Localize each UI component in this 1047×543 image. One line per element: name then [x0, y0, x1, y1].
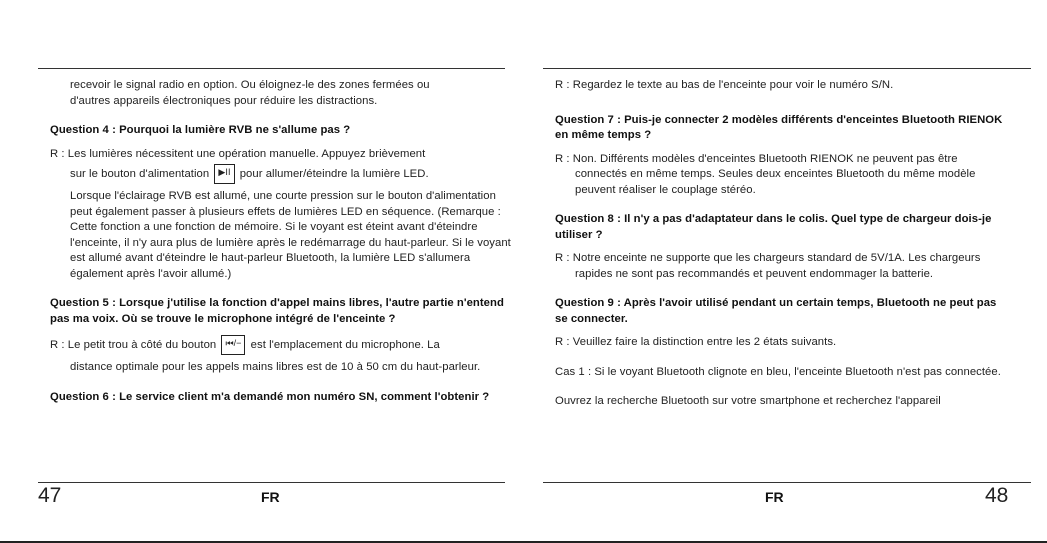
answer-5-paragraph: distance optimale pour les appels mains libres est de 10 à 50 cm du haut-parleur.	[70, 361, 481, 373]
answer-4-line: R : Les lumières nécessitent une opération manuelle. Appuyez brièvement	[50, 147, 426, 160]
answer-7: R : Non. Différents modèles d'enceintes Bluetooth RIENOK ne peuvent pas être connectés en même temps. Seules deux enceintes Bluetooth du même modèle peuvent réaliser le couplage stéréo.	[555, 152, 976, 196]
question-8: Question 8 : Il n'y a pas d'adaptateur dans le colis. Quel type de chargeur dois-je utiliser ?	[555, 213, 992, 241]
language-label: FR	[261, 489, 280, 505]
answer-6: R : Regardez le texte au bas de l'enceinte pour voir le numéro S/N.	[555, 79, 894, 91]
page-number: 48	[985, 484, 1009, 507]
top-rule	[38, 68, 505, 69]
top-rule	[543, 68, 1031, 69]
case-1: Cas 1 : Si le voyant Bluetooth clignote en bleu, l'enceinte Bluetooth n'est pas connectée.	[555, 365, 1001, 378]
previous-button-icon: ⏮/−	[221, 335, 245, 355]
bottom-rule	[38, 482, 505, 483]
case-1-instruction: Ouvrez la recherche Bluetooth sur votre smartphone et recherchez l'appareil	[555, 395, 941, 407]
page-number: 47	[38, 484, 62, 507]
question-4: Question 4 : Pourquoi la lumière RVB ne s'allume pas ?	[50, 124, 351, 136]
question-6: Question 6 : Le service client m'a demandé mon numéro SN, comment l'obtenir ?	[50, 390, 490, 403]
right-page	[523, 0, 1047, 543]
question-5: Question 5 : Lorsque j'utilise la fonction d'appel mains libres, l'autre partie n'entend pas ma voix. Où se trouve le microphone intégré de l'enceinte ?	[50, 297, 504, 325]
right-content	[555, 78, 1011, 410]
answer-8: R : Notre enceinte ne supporte que les chargeurs standard de 5V/1A. Les chargeurs rapides ne sont pas recommandés et peuvent endommager la batterie.	[555, 252, 981, 280]
answer-4-paragraph: Lorsque l'éclairage RVB est allumé, une courte pression sur le bouton d'alimentation peut également passer à plusieurs effets de lumières LED en séquence. (Remarque : Cette fonction a une fonction de mémoire. Si le voyant est éteint avant d'éteindre l'enceinte, il n'y aura plus de lumière après le redémarrage du haut-parleur. Si le voyant est allumé avant d'éteindre le haut-parleur Bluetooth, la lumière LED s'allumera également après l'avoir allumé.)	[70, 190, 511, 280]
bottom-rule	[543, 482, 1031, 483]
left-content	[50, 78, 512, 405]
answer-4-button-line: sur le bouton d'alimentation ▶II pour allumer/éteindre la lumière LED.	[50, 164, 512, 184]
intro-line: d'autres appareils électroniques pour réduire les distractions.	[70, 94, 378, 107]
answer-9: R : Veuillez faire la distinction entre les 2 états suivants.	[555, 336, 837, 348]
question-7: Question 7 : Puis-je connecter 2 modèles différents d'enceintes Bluetooth RIENOK en même temps ?	[555, 113, 1003, 141]
intro-line: recevoir le signal radio en option. Ou éloignez-le des zones fermées ou	[70, 79, 430, 91]
intro-text	[50, 78, 512, 109]
question-9: Question 9 : Après l'avoir utilisé pendant un certain temps, Bluetooth ne peut pas se connecter.	[555, 297, 997, 325]
left-page	[0, 0, 523, 543]
language-label: FR	[765, 489, 784, 505]
power-button-icon: ▶II	[214, 164, 234, 184]
answer-5-line: R : Le petit trou à côté du bouton ⏮/− est l'emplacement du microphone. La	[50, 335, 512, 355]
